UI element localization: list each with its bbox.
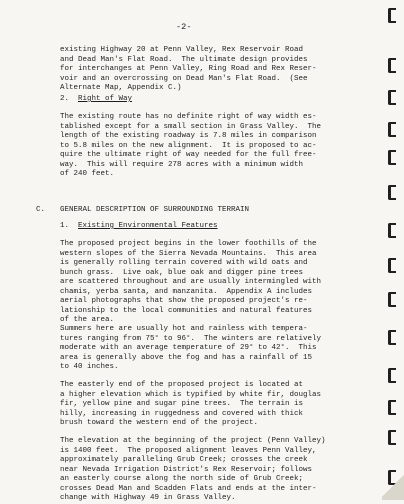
binder-ring <box>388 400 396 415</box>
text-line: of the area. <box>60 316 115 324</box>
binder-ring <box>388 90 396 105</box>
section-c-title: GENERAL DESCRIPTION OF SURROUNDING TERRAIN <box>60 206 250 214</box>
binder-rings <box>386 0 400 500</box>
text-line: is generally rolling terrain covered with wild oats and <box>60 259 308 267</box>
text-line: The existing route has no definite right of way width es- <box>60 113 317 121</box>
text-line: to 5.8 miles on the new alignment. It is proposed to ac- <box>60 141 317 150</box>
text-line: lationship to the local communities and natural features <box>60 306 313 315</box>
binder-ring <box>388 258 396 273</box>
binder-ring <box>388 185 396 200</box>
binder-ring <box>388 8 396 23</box>
text-line: an easterly course along the north side of Grub Creek; <box>60 475 304 483</box>
climate-paragraph <box>60 325 366 373</box>
intro-paragraph <box>60 46 366 94</box>
text-line: quire the ultimate right of way needed for the full free- <box>60 151 317 159</box>
binder-ring <box>388 368 396 383</box>
text-line: chamis, yerba santa, and manzanita. Appendix A includes <box>60 287 313 296</box>
text-line: and Dead Man's Flat Road. The ultimate design provides <box>60 55 308 64</box>
text-line: of 240 feet. <box>60 170 115 178</box>
text-line: The elevation at the beginning of the project (Penn Valley) <box>60 437 326 445</box>
text-line: bunch grass. Live oak, blue oak and digger pine trees <box>60 268 304 277</box>
binder-ring <box>388 58 396 73</box>
binder-ring <box>388 223 396 238</box>
section-c1-number: 1. <box>60 222 70 230</box>
text-line: aerial photographs that show the proposed project's re- <box>60 297 308 305</box>
binder-ring <box>388 330 396 345</box>
text-line: a higher elevation which is typified by white fir, douglas <box>60 390 322 399</box>
text-line: change with Highway 49 in Grass Valley. <box>60 494 236 502</box>
text-line: hilly, increasing in ruggedness and covered with thick <box>60 409 304 418</box>
binder-ring <box>388 122 396 137</box>
text-line: is 1400 feet. The proposed alignment leaves Penn Valley, <box>60 446 317 455</box>
binder-ring <box>388 150 396 165</box>
easterly-end-paragraph <box>60 381 366 429</box>
text-line: fir, yellow pine and sugar pine trees. The terrain is <box>60 400 304 408</box>
text-line: way. This will require 278 acres with a minimum width <box>60 160 304 169</box>
section-c1-title: Existing Environmental Features <box>78 222 218 230</box>
text-line: brush toward the western end of the project. <box>60 419 259 427</box>
section-c-letter: C. <box>36 206 46 214</box>
text-line: Summers here are usually hot and rainless with tempera- <box>60 325 308 333</box>
text-line: to 40 inches. <box>60 363 119 371</box>
page-number: -2- <box>176 22 192 32</box>
text-line: tablished except for a small section in Grass Valley. The <box>60 122 322 131</box>
text-line: western slopes of the Sierra Nevada Mountains. This area <box>60 249 317 258</box>
text-line: length of the existing roadway is 7.8 miles in comparison <box>60 132 317 140</box>
text-line: existing Highway 20 at Penn Valley, Rex Reservoir Road <box>60 46 304 54</box>
text-line: area is generally above the fog and has a rainfall of 15 <box>60 353 313 362</box>
text-line: are scattered throughout and are usually intermingled with <box>60 278 322 286</box>
text-line: approximately paralleling Grub Creek; crosses the creek <box>60 456 308 464</box>
right-of-way-paragraph <box>60 113 366 180</box>
text-line: for interchanges at Penn Valley, Ring Road and Rex Reser- <box>60 65 317 73</box>
text-line: near Nevada Irrigation District's Rex Reservoir; follows <box>60 465 313 474</box>
elevation-paragraph <box>60 437 366 504</box>
binder-ring <box>388 430 396 445</box>
text-line: voir and an overcrossing on Dead Man's Flat Road. (See <box>60 74 308 83</box>
text-line: moderate with an average temperature of 29° to 42°. This <box>60 344 317 352</box>
terrain-paragraph <box>60 240 366 326</box>
text-line: crosses Dead Man and Scadden Flats and ends at the inter- <box>60 484 317 493</box>
section-b2-title: Right of Way <box>78 95 133 103</box>
section-b2-number: 2. <box>60 95 70 103</box>
page-curl <box>382 472 404 500</box>
text-line: Alternate Map, Appendix C.) <box>60 84 182 92</box>
binder-ring <box>388 292 396 307</box>
text-line: The proposed project begins in the lower foothills of the <box>60 240 317 248</box>
text-line: tures ranging from 75° to 96°. The winters are relatively <box>60 334 322 343</box>
text-line: The easterly end of the proposed project is located at <box>60 381 304 389</box>
